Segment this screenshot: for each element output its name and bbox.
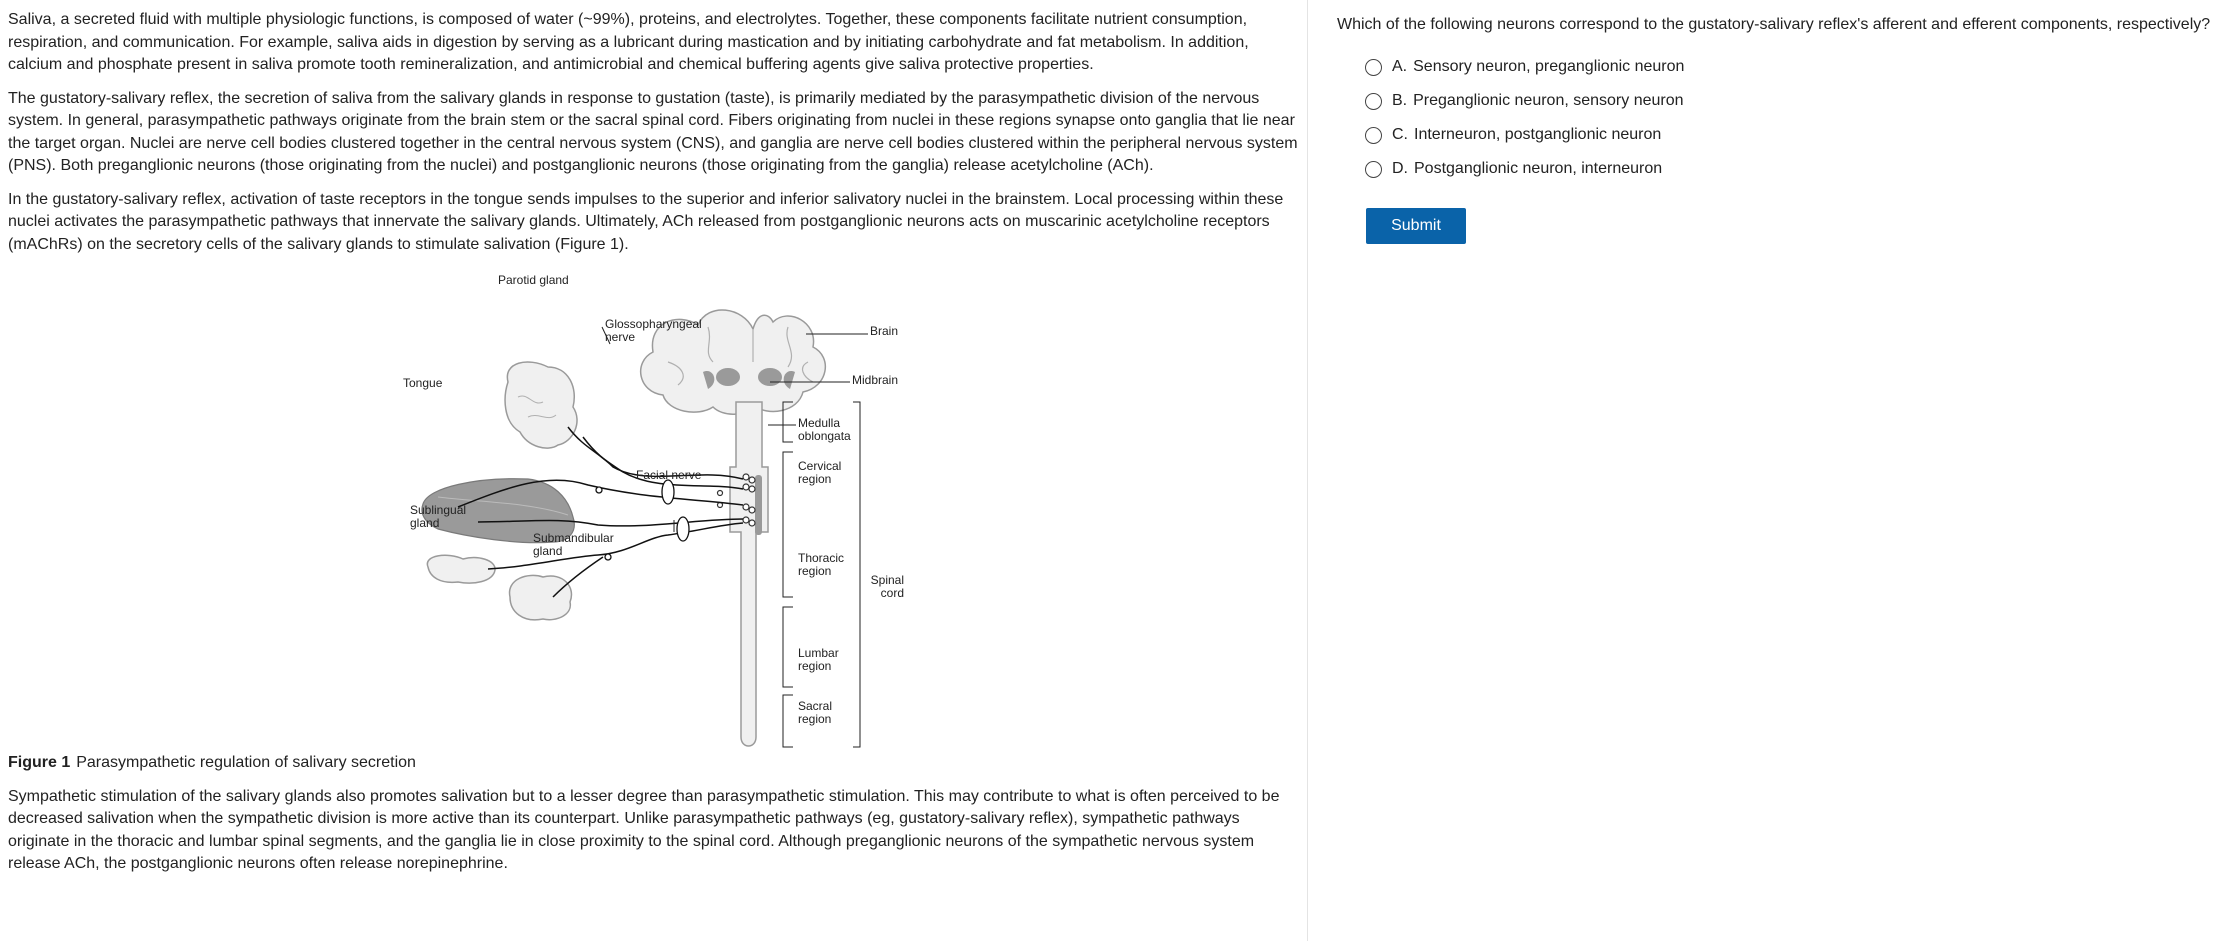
choice-a[interactable]	[1365, 56, 2217, 78]
label-facial-nerve: Facial nerve	[636, 468, 702, 482]
label-tongue: Tongue	[403, 376, 443, 390]
passage-paragraph-2: The gustatory-salivary reflex, the secretion of saliva from the salivary glands in response to gustation (taste), is primarily mediated by the parasympathetic division of the nervous system. In general, parasympathetic pathways originate from the brain stem or the sacral spinal cord. Fibers originating from nuclei in these regions synapse onto ganglia that lie near the target organ. Nuclei are nerve cell bodies clustered together in the central nervous system (CNS), and ganglia are nerve cell bodies clustered within the peripheral nervous system (PNS). Both preganglionic neurons (those originating from the nuclei) and postganglionic neurons (those originating from the ganglia) release acetylcholine (ACh).	[8, 89, 1298, 174]
choice-c-letter: C.	[1392, 126, 1408, 143]
label-brain: Brain	[870, 324, 899, 338]
label-lumbar-region: Lumbar region	[798, 646, 839, 673]
label-submandibular-gland: Submandibular gland	[533, 531, 614, 558]
question-pane	[1337, 0, 2217, 244]
label-thoracic-region: Thoracic region	[798, 551, 845, 578]
brain-ventricle-left	[716, 368, 740, 386]
choice-b-radio[interactable]	[1365, 93, 1382, 110]
brain-ventricle-right	[758, 368, 782, 386]
label-sacral-region: Sacral region	[798, 699, 833, 726]
passage-paragraph-1: Saliva, a secreted fluid with multiple physiologic functions, is composed of water (~99%), proteins, and electrolytes. Together, these components facilitate nutrient consumption, respiration, and communication. For example, saliva aids in digestion by serving as a lubricant during mastication and by initiating carbohydrate and fat metabolism. In addition, calcium and phosphate present in saliva promote tooth remineralization, and antimicrobial and chemical buffering agents give saliva protective properties.	[8, 11, 1249, 73]
choice-a-radio[interactable]	[1365, 59, 1382, 76]
choice-d-radio[interactable]	[1365, 161, 1382, 178]
choice-a-text: Sensory neuron, preganglionic neuron	[1413, 58, 1685, 75]
passage-paragraph-4: Sympathetic stimulation of the salivary glands also promotes salivation but to a lesser degree than parasympathetic stimulation. This may contribute to what is often perceived to be decreased salivation when the sympathetic division is more active than its counterpart. Unlike parasympathetic pathways (eg, gustatory-salivary reflex), sympathetic pathways originate in the thoracic and lumbar spinal segments, and the ganglia lie in close proximity to the spinal cord. Although preganglionic neurons of the sympathetic nervous system release ACh, the postganglionic neurons often release norepinephrine.	[8, 787, 1280, 872]
parotid-gland-shape	[505, 362, 577, 448]
brainstem-nucleus-column	[755, 475, 762, 535]
pane-divider	[1307, 0, 1308, 941]
label-sublingual-gland: Sublingual gland	[410, 503, 467, 530]
choice-c-text: Interneuron, postganglionic neuron	[1414, 126, 1662, 143]
figure-caption-text: Parasympathetic regulation of salivary secretion	[76, 754, 416, 771]
answer-choices	[1337, 56, 2217, 180]
label-midbrain: Midbrain	[852, 373, 899, 387]
choice-c-radio[interactable]	[1365, 127, 1382, 144]
brainstem-shape	[730, 402, 768, 746]
question-text: Which of the following neurons correspond to the gustatory-salivary reflex's afferent and efferent components, respectively?	[1337, 16, 2211, 33]
choice-b-text: Preganglionic neuron, sensory neuron	[1413, 92, 1684, 109]
figure-caption-label: Figure 1	[8, 754, 71, 771]
choice-b[interactable]	[1365, 90, 2217, 112]
figure-1	[8, 267, 904, 752]
choice-d[interactable]	[1365, 158, 2217, 180]
figure-caption	[8, 752, 1298, 775]
choice-d-letter: D.	[1392, 160, 1408, 177]
choice-a-letter: A.	[1392, 58, 1408, 75]
choice-b-letter: B.	[1392, 92, 1408, 109]
choice-c[interactable]	[1365, 124, 2217, 146]
choice-d-text: Postganglionic neuron, interneuron	[1414, 160, 1663, 177]
submit-button[interactable]: Submit	[1366, 208, 1466, 244]
label-spinal-cord: Spinal cord	[870, 573, 904, 600]
label-glossopharyngeal-nerve: Glossopharyngeal nerve	[605, 317, 702, 344]
submandibular-gland-shape	[510, 575, 572, 619]
passage-paragraph-3: In the gustatory-salivary reflex, activation of taste receptors in the tongue sends impulses to the superior and inferior salivatory nuclei in the brainstem. Local processing within these nuclei activates the parasympathetic pathways that innervate the salivary glands. Ultimately, ACh released from postganglionic neurons acts on muscarinic acetylcholine receptors (mAChRs) on the secretory cells of the salivary glands to stimulate salivation (Figure 1).	[8, 190, 1284, 253]
label-parotid-gland: Parotid gland	[498, 273, 569, 287]
label-cervical-region: Cervical region	[798, 459, 842, 486]
sublingual-gland-shape	[427, 555, 495, 583]
label-medulla-oblongata: Medulla oblongata	[798, 416, 851, 443]
